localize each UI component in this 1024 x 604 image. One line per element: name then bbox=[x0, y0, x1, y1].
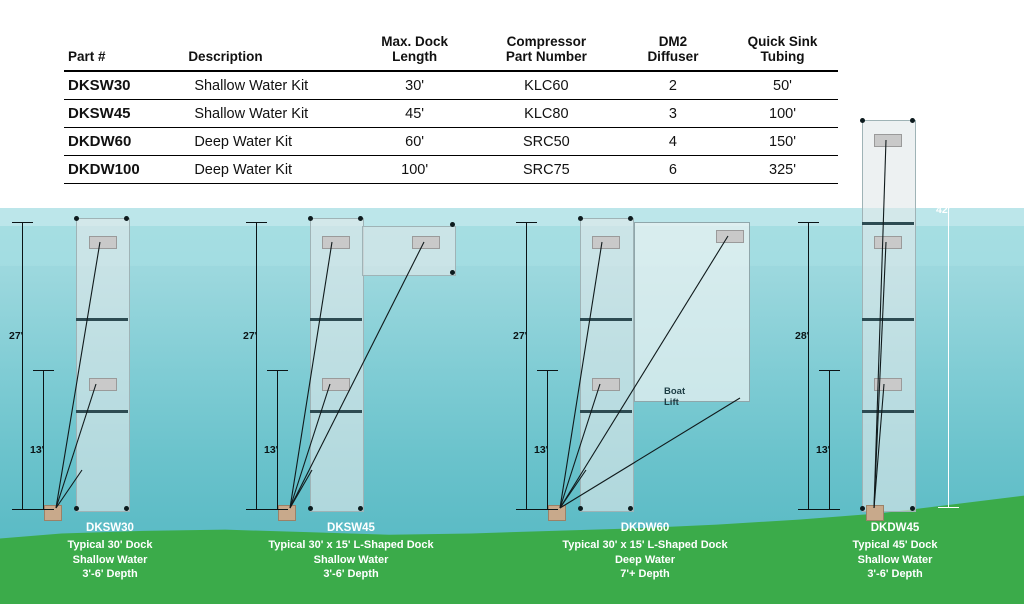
dock-rail-4a bbox=[862, 222, 914, 225]
unit-caption-line3: 3'-6' Depth bbox=[867, 568, 923, 581]
measure-tick bbox=[246, 222, 267, 223]
cell-compressor: SRC75 bbox=[474, 156, 619, 184]
diffuser-icon bbox=[89, 378, 117, 391]
measure-tick bbox=[537, 509, 558, 510]
cell-tubing: 100' bbox=[727, 100, 838, 128]
cell-max-dock-length: 45' bbox=[355, 100, 473, 128]
unit-caption-4 bbox=[800, 521, 990, 582]
measure-tick bbox=[819, 370, 840, 371]
measure-line-13ft bbox=[43, 370, 44, 510]
dock-rail-4b bbox=[862, 318, 914, 321]
dock-corner-dot bbox=[74, 506, 79, 511]
dock-corner-dot bbox=[358, 506, 363, 511]
compressor-anchor-icon bbox=[278, 505, 296, 521]
diffuser-icon bbox=[592, 236, 620, 249]
cell-diffuser: 4 bbox=[619, 128, 727, 156]
measure-tick bbox=[516, 222, 537, 223]
dock-rail-1b bbox=[76, 410, 128, 413]
measure-line-27ft bbox=[526, 222, 527, 510]
cell-max-dock-length: 60' bbox=[355, 128, 473, 156]
cell-description: Deep Water Kit bbox=[184, 128, 355, 156]
col-header-length-line2: Length bbox=[392, 49, 438, 65]
unit-caption-2 bbox=[240, 521, 462, 582]
col-header-tubing-line2: Tubing bbox=[760, 49, 805, 65]
diffuser-icon bbox=[874, 236, 902, 249]
measure-label-upper: 27' bbox=[9, 330, 24, 342]
dock-corner-dot bbox=[74, 216, 79, 221]
cell-max-dock-length: 100' bbox=[355, 156, 473, 184]
measure-tick bbox=[33, 509, 54, 510]
dock-post-3 bbox=[580, 218, 634, 512]
unit-caption-line2: Deep Water bbox=[614, 553, 676, 566]
cell-tubing: 50' bbox=[727, 71, 838, 100]
measure-tick bbox=[798, 509, 819, 510]
dock-corner-dot bbox=[860, 118, 865, 123]
boat-lift-label: Boat Lift bbox=[664, 386, 686, 408]
col-header-diffuser-line2: Diffuser bbox=[647, 49, 699, 65]
unit-code-label: DKSW30 bbox=[86, 522, 134, 534]
diffuser-icon bbox=[89, 236, 117, 249]
table-header-row bbox=[64, 34, 838, 71]
dock-corner-dot bbox=[450, 222, 455, 227]
measure-line-13ft bbox=[829, 370, 830, 510]
spec-table bbox=[64, 34, 838, 184]
dock-corner-dot bbox=[910, 118, 915, 123]
dock-corner-dot bbox=[450, 270, 455, 275]
unit-caption-line1: Typical 30' Dock bbox=[67, 539, 153, 552]
measure-tick bbox=[798, 222, 819, 223]
dock-corner-dot bbox=[124, 216, 129, 221]
dock-rail-4c bbox=[862, 410, 914, 413]
measure-tick bbox=[516, 509, 537, 510]
cell-compressor: KLC60 bbox=[474, 71, 619, 100]
cell-description: Shallow Water Kit bbox=[184, 100, 355, 128]
measure-tick bbox=[938, 196, 959, 197]
unit-caption-line1: Typical 45' Dock bbox=[852, 539, 938, 552]
dock-corner-dot bbox=[358, 216, 363, 221]
diffuser-icon bbox=[322, 236, 350, 249]
compressor-anchor-icon bbox=[866, 505, 884, 521]
cell-part: DKDW60 bbox=[64, 128, 184, 156]
diffuser-icon bbox=[716, 230, 744, 243]
col-header-tubing bbox=[727, 34, 838, 71]
cell-diffuser: 6 bbox=[619, 156, 727, 184]
dock-corner-dot bbox=[308, 506, 313, 511]
unit-caption-line1: Typical 30' x 15' L-Shaped Dock bbox=[268, 539, 434, 552]
measure-label-upper: 27' bbox=[243, 330, 258, 342]
cell-max-dock-length: 30' bbox=[355, 71, 473, 100]
table-row bbox=[64, 128, 838, 156]
cell-description: Shallow Water Kit bbox=[184, 71, 355, 100]
measure-line-depth bbox=[948, 196, 949, 508]
cell-compressor: SRC50 bbox=[474, 128, 619, 156]
diffuser-icon bbox=[322, 378, 350, 391]
measure-tick bbox=[537, 370, 558, 371]
unit-caption-line3: 7'+ Depth bbox=[620, 568, 670, 581]
dock-rail-3a bbox=[580, 318, 632, 321]
measure-tick bbox=[938, 507, 959, 508]
measure-label-upper: 27' bbox=[513, 330, 528, 342]
col-header-compressor-line1: Compressor bbox=[506, 34, 587, 49]
measure-line-27ft bbox=[256, 222, 257, 510]
unit-caption-1 bbox=[10, 521, 210, 582]
unit-caption-3 bbox=[534, 521, 756, 582]
measure-tick bbox=[33, 370, 54, 371]
measure-label-upper: 28' bbox=[795, 330, 810, 342]
dock-corner-dot bbox=[628, 506, 633, 511]
col-header-max-dock-length bbox=[355, 34, 473, 71]
unit-code-label: DKDW60 bbox=[620, 522, 670, 534]
measure-line-28ft bbox=[808, 222, 809, 510]
unit-code-label: DKDW45 bbox=[870, 522, 920, 534]
col-header-compressor bbox=[474, 34, 619, 71]
cell-part: DKDW100 bbox=[64, 156, 184, 184]
col-header-length-line1: Max. Dock bbox=[381, 34, 449, 49]
dock-corner-dot bbox=[628, 216, 633, 221]
compressor-anchor-icon bbox=[548, 505, 566, 521]
col-header-part-line1: Part # bbox=[68, 49, 106, 65]
col-header-part bbox=[64, 34, 184, 71]
diffuser-icon bbox=[874, 134, 902, 147]
col-header-description bbox=[184, 34, 355, 71]
measure-tick bbox=[819, 509, 840, 510]
dock-rail-1a bbox=[76, 318, 128, 321]
col-header-description-line1: Description bbox=[188, 49, 263, 65]
measure-line-27ft bbox=[22, 222, 23, 510]
dock-post-2 bbox=[310, 218, 364, 512]
unit-caption-line1: Typical 30' x 15' L-Shaped Dock bbox=[562, 539, 728, 552]
compressor-anchor-icon bbox=[44, 505, 62, 521]
diffuser-icon bbox=[592, 378, 620, 391]
measure-label-lower: 13' bbox=[264, 444, 279, 456]
measure-tick bbox=[12, 222, 33, 223]
dock-corner-dot bbox=[124, 506, 129, 511]
col-header-diffuser-line1: DM2 bbox=[658, 34, 688, 49]
unit-caption-line3: 3'-6' Depth bbox=[323, 568, 379, 581]
dock-corner-dot bbox=[578, 216, 583, 221]
cell-compressor: KLC80 bbox=[474, 100, 619, 128]
cell-tubing: 150' bbox=[727, 128, 838, 156]
measure-tick bbox=[246, 509, 267, 510]
spec-table-card bbox=[0, 0, 838, 200]
diffuser-icon bbox=[874, 378, 902, 391]
measure-tick bbox=[267, 509, 288, 510]
boat-lift-shape bbox=[634, 222, 750, 402]
dock-post-1 bbox=[76, 218, 130, 512]
measure-line-13ft bbox=[547, 370, 548, 510]
dock-rail-2a bbox=[310, 318, 362, 321]
cell-diffuser: 2 bbox=[619, 71, 727, 100]
measure-label-lower: 13' bbox=[30, 444, 45, 456]
unit-caption-line2: Shallow Water bbox=[857, 553, 933, 566]
dock-post-4 bbox=[862, 120, 916, 512]
cell-part: DKSW30 bbox=[64, 71, 184, 100]
dock-rail-2b bbox=[310, 410, 362, 413]
table-row bbox=[64, 100, 838, 128]
cell-description: Deep Water Kit bbox=[184, 156, 355, 184]
measure-tick bbox=[267, 370, 288, 371]
dock-corner-dot bbox=[860, 506, 865, 511]
measure-line-13ft bbox=[277, 370, 278, 510]
diffuser-icon bbox=[412, 236, 440, 249]
dock-rail-3b bbox=[580, 410, 632, 413]
cell-tubing: 325' bbox=[727, 156, 838, 184]
unit-caption-line2: Shallow Water bbox=[72, 553, 148, 566]
measure-label-depth: 42' bbox=[936, 204, 951, 216]
col-header-compressor-line2: Part Number bbox=[505, 49, 587, 65]
dock-l-section-2 bbox=[362, 226, 456, 276]
table-row bbox=[64, 156, 838, 184]
dock-corner-dot bbox=[910, 506, 915, 511]
cell-diffuser: 3 bbox=[619, 100, 727, 128]
measure-label-lower: 13' bbox=[534, 444, 549, 456]
col-header-tubing-line1: Quick Sink bbox=[747, 34, 818, 49]
dock-corner-dot bbox=[578, 506, 583, 511]
cell-part: DKSW45 bbox=[64, 100, 184, 128]
dock-corner-dot bbox=[308, 216, 313, 221]
unit-caption-line2: Shallow Water bbox=[313, 553, 389, 566]
measure-tick bbox=[12, 509, 33, 510]
unit-code-label: DKSW45 bbox=[327, 522, 375, 534]
table-row bbox=[64, 71, 838, 100]
col-header-diffuser bbox=[619, 34, 727, 71]
measure-label-lower: 13' bbox=[816, 444, 831, 456]
unit-caption-line3: 3'-6' Depth bbox=[82, 568, 138, 581]
